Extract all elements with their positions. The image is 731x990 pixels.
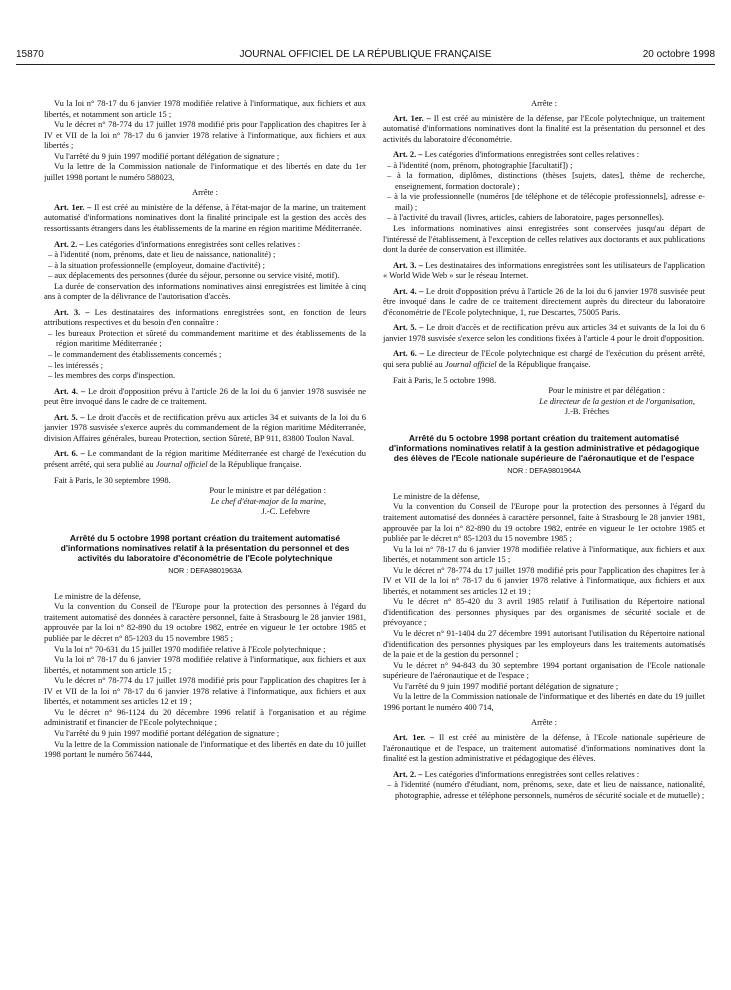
signature-title: Le chef d'état-major de la marine, <box>210 495 326 506</box>
article-1 <box>383 113 705 145</box>
article-label: Art. 5. – <box>54 411 85 422</box>
article-5 <box>44 412 366 444</box>
signature-name: J.-C. Lefebvre <box>261 506 310 517</box>
article-2-continued: Les informations nominatives ainsi enregistrées sont conservées jusqu'au départ de l'intéressé de l'établissement, à l'exception de celles relatives aux doctorants et aux publications dont la durée de conservation est illimitée. <box>383 223 705 255</box>
article-label: Art. 3. – <box>54 306 90 317</box>
vu-paragraph: Vu le décret n° 85-420 du 3 avril 1985 relatif à l'utilisation du Répertoire national d'identification des personnes physiques par des organismes de sécurité sociale et de prévoyance ; <box>383 596 705 628</box>
article-4 <box>44 386 366 407</box>
journal-title: JOURNAL OFFICIEL DE LA RÉPUBLIQUE FRANÇAISE <box>239 49 492 60</box>
article-text: Les catégories d'informations enregistrées sont celles relatives : <box>85 238 301 249</box>
arrete-heading: Arrête : <box>191 187 218 198</box>
right-column <box>383 98 705 978</box>
fait-line: Fait à Paris, le 30 septembre 1998. <box>54 474 171 485</box>
vu-paragraph: Vu la loi n° 78-17 du 6 janvier 1978 modifiée relative à l'informatique, aux fichiers et aux libertés, et notamment son article 15 ; <box>44 654 366 675</box>
vu-paragraph: Le ministre de la défense, <box>54 590 141 601</box>
vu-paragraph: Vu la loi n° 78-17 du 6 janvier 1978 modifiée relative à l'informatique, aux fichiers et aux libertés, et notamment son article 15 ; <box>44 98 366 119</box>
list-item: – à l'identité (nom, prénom, photographie [facultatif]) ; <box>387 159 573 170</box>
list-item: – à l'activité du travail (livres, articles, cahiers de laboratoire, pages personnelles). <box>387 212 664 223</box>
article-2-list <box>44 249 366 281</box>
article-2 <box>44 239 366 250</box>
article-6 <box>383 348 705 369</box>
article-text: Il est créé au ministère de la défense, par l'Ecole polytechnique, un traitement automatisé d'informations nominatives dont la finalité est la présentation du personnel et des activités du laboratoire d'économétrie. <box>383 112 705 144</box>
list-item: – à l'identité (numéro d'étudiant, nom, prénoms, sexe, date et lieu de naissance, nationalité, photographie, adresse et téléphone personnels, numéros de sécurité sociale et de mutuelle) ; <box>387 779 705 800</box>
article-3 <box>383 260 705 281</box>
article-text: Les destinataires des informations enregistrées sont les utilisateurs de l'application « World Wide Web » sur le réseau Internet. <box>383 259 705 281</box>
article-text: Le commandant de la région maritime Méditerranée est chargé de l'exécution du présent arrêté, qui sera publié au <box>44 448 366 469</box>
list-item: – les intéressés ; <box>48 359 104 370</box>
article-6 <box>44 448 366 469</box>
article-text: Les catégories d'informations enregistrées sont celles relatives : <box>424 149 640 160</box>
arrete-heading: Arrête : <box>530 717 557 728</box>
article-label: Art. 3. – <box>393 259 423 270</box>
vu-paragraph: Vu le décret n° 78-774 du 17 juillet 1978 modifié pris pour l'application des chapitres Ier à IV et VII de la loi n° 78-17 du 6 janvier 1978 relative à l'informatique, aux fichiers et aux libertés, et notamment ses articles 12 et 19 ; <box>44 675 366 707</box>
page-header <box>16 49 715 65</box>
article-2-list <box>383 160 705 223</box>
article-2-list <box>383 779 705 800</box>
vu-paragraph: Vu la convention du Conseil de l'Europe pour la protection des personnes à l'égard du traitement automatisé des données à caractère personnel, faite à Strasbourg le 28 janvier 1981, approuvée par la loi n° 82-890 du 19 octobre 1982, entrée en vigueur le 1er octobre 1985 et publiée par le décret n° 85-1203 du 15 novembre 1985 ; <box>44 601 366 644</box>
header-rule <box>16 64 715 65</box>
decree-title: Arrêté du 5 octobre 1998 portant création du traitement automatisé d'informations nominatives relatif à la présentation du personnel et des activités du laboratoire d'économétrie de l'Ecole polytechnique <box>60 532 350 564</box>
list-item: – à la situation professionnelle (employeur, domaine d'activité) ; <box>48 259 265 270</box>
article-text: Les catégories d'informations enregistrées sont celles relatives : <box>424 768 640 779</box>
article-5 <box>383 322 705 343</box>
article-1 <box>383 732 705 764</box>
vu-paragraph: Vu la lettre de la Commission nationale de l'informatique et des libertés en date du 10 juillet 1998 portant le numéro 567444, <box>44 738 366 760</box>
vu-paragraph: Le ministre de la défense, <box>393 490 480 501</box>
nor-reference: NOR : DEFA9801964A <box>507 466 581 476</box>
journal-name: Journal officiel <box>444 359 497 370</box>
article-text: Le droit d'opposition prévu à l'article 26 de la loi du 6 janvier 1978 susvisée ne peut être invoqué dans le cadre de ce traitement. <box>44 385 366 407</box>
signature-title: Le directeur de la gestion et de l'organisation, <box>539 395 695 406</box>
article-2-continued: La durée de conservation des informations nominatives ainsi enregistrées est limitée à cinq ans à compter de la délivrance de l'autorisation d'accès. <box>44 280 366 302</box>
list-item: – le commandement des établissements concernés ; <box>48 349 222 360</box>
fait-line: Fait à Paris, le 5 octobre 1998. <box>393 374 497 385</box>
article-label: Art. 2. – <box>393 149 423 160</box>
article-label: Art. 5. – <box>393 322 424 333</box>
article-text: de la République française. <box>207 458 302 469</box>
signature-line: Pour le ministre et par délégation : <box>209 485 326 496</box>
vu-paragraph: Vu la lettre de la Commission nationale de l'informatique et des libertés en date du 19 juillet 1996 portant le numéro 400 714, <box>383 691 705 712</box>
vu-paragraph: Vu le décret n° 96-1124 du 20 décembre 1996 relatif à l'organisation et au régime administratif et financier de l'Ecole polytechnique ; <box>44 706 366 728</box>
article-text: Les destinataires des informations enregistrées sont, en fonction de leurs attributions respectives et du besoin d'en connaître : <box>44 306 366 328</box>
journal-name: Journal officiel <box>155 458 208 469</box>
list-item: – à la vie professionnelle (numéros [de téléphone et de télécopie professionnels], adresse e-mail) ; <box>387 191 705 212</box>
issue-date: 20 octobre 1998 <box>642 49 715 60</box>
article-label: Art. 1er. – <box>54 201 92 212</box>
article-label: Art. 4. – <box>393 285 424 296</box>
vu-paragraph: Vu le décret n° 94-843 du 30 septembre 1994 portant organisation de l'Ecole nationale supérieure de l'aéronautique et de l'espace ; <box>383 659 705 681</box>
article-label: Art. 2. – <box>393 768 423 779</box>
article-1 <box>44 202 366 234</box>
signature-name: J.-B. Frèches <box>564 406 609 417</box>
vu-paragraph: Vu l'arrêté du 9 juin 1997 modifié portant délégation de signature ; <box>393 680 619 691</box>
article-4 <box>383 286 705 318</box>
article-label: Art. 6. – <box>54 448 85 459</box>
vu-paragraph: Vu la loi n° 78-17 du 6 janvier 1978 modifiée relative à l'informatique, aux fichiers et aux libertés, et notamment son article 15 ; <box>383 543 705 565</box>
list-item: – à l'identité (nom, prénoms, date et lieu de naissance, nationalité) ; <box>48 249 276 260</box>
vu-paragraph: Vu l'arrêté du 9 juin 1997 modifié portant délégation de signature ; <box>54 727 280 738</box>
article-text: Le directeur de l'Ecole polytechnique est chargé de l'exécution du présent arrêté, qui sera publié au <box>383 348 705 370</box>
article-text: Le droit d'accès et de rectification prévu aux articles 34 et suivants de la loi du 6 janvier 1978 susvisée s'exerce auprès du commandement de la région maritime Méditerranée, division Affaires générales, bureau Protection, section Sûreté, BP 911, 83800 Toulon Naval. <box>44 411 366 443</box>
nor-reference: NOR : DEFA9801963A <box>168 566 242 576</box>
list-item: – aux déplacements des personnes (durée du séjour, personne ou service visité, motif). <box>48 270 340 281</box>
page-number: 15870 <box>16 49 44 60</box>
vu-paragraph: Vu le décret n° 78-774 du 17 juillet 1978 modifié pris pour l'application des chapitres Ier à IV et VII de la loi n° 78-17 du 6 janvier 1978 relative à l'informatique, aux fichiers et aux libertés ; <box>44 119 366 151</box>
list-item: – les bureaux Protection et sûreté du commandement maritime et des établissements de la région maritime Méditerranée ; <box>48 327 366 349</box>
list-item: – les membres des corps d'inspection. <box>48 370 176 381</box>
decree-title: Arrêté du 5 octobre 1998 portant création du traitement automatisé d'informations nominatives relatif à la gestion administrative et pédagogique des élèves de l'Ecole nationale supérieure de l'aéronautique et de l'espace <box>388 432 700 464</box>
vu-paragraph: Vu l'arrêté du 9 juin 1997 modifié portant délégation de signature ; <box>54 150 280 161</box>
article-text: Il est créé au ministère de la défense, à l'état-major de la marine, un traitement automatisé d'informations nominatives dont la finalité principale est la gestion des accès des ressortissants étrangers dans les établissements de la marine en région maritime Méditerranée. <box>44 201 366 234</box>
vu-paragraph: Vu le décret n° 91-1404 du 27 décembre 1991 autorisant l'utilisation du Répertoire national d'identification des personnes physiques par les employeurs dans les traitements automatisés de la paie et de la gestion du personnel ; <box>383 628 705 660</box>
list-item: – à la formation, diplômes, distinctions (thèses [sujets, dates], thème de recherche, enseignement, formation doctorale) ; <box>387 170 705 191</box>
article-label: Art. 6. – <box>393 348 424 359</box>
arrete-heading: Arrête : <box>530 98 557 108</box>
vu-paragraph: Vu la lettre de la Commission nationale de l'informatique et des libertés en date du 1er juillet 1998 portant le numéro 588023, <box>44 161 366 182</box>
signature-line: Pour le ministre et par délégation : <box>548 385 665 396</box>
article-label: Art. 1er. – <box>393 112 431 123</box>
vu-paragraph: Vu le décret n° 78-774 du 17 juillet 1978 modifié pris pour l'application des chapitres Ier à IV et VII de la loi n° 78-17 du 6 janvier 1978 relative à l'informatique, aux fichiers et aux libertés, et notamment ses articles 12 et 19 ; <box>383 564 705 596</box>
vu-paragraph: Vu la convention du Conseil de l'Europe pour la protection des personnes à l'égard du traitement automatisé des données à caractère personnel, faite à Strasbourg le 28 janvier 1981, approuvée par la loi n° 82-890 du 19 octobre 1982, entrée en vigueur le 1er octobre 1985 et publiée par le décret n° 85-1203 du 15 novembre 1985 ; <box>383 501 705 544</box>
article-3-list <box>44 328 366 381</box>
article-label: Art. 4. – <box>54 385 86 396</box>
article-2 <box>383 769 705 780</box>
article-text: de la République française. <box>496 359 591 370</box>
article-3 <box>44 307 366 328</box>
article-label: Art. 2. – <box>54 238 84 249</box>
article-2 <box>383 149 705 160</box>
article-label: Art. 1er. – <box>393 731 435 742</box>
article-text: Le droit d'opposition prévu à l'article 26 de la loi du 6 janvier 1978 susvisée peut être invoqué dans le cadre de ce traitement directement auprès du directeur du laboratoire d'économétrie de l'Ecole polytechnique, 1, rue Descartes, 75005 Paris. <box>383 285 705 317</box>
left-column <box>44 98 366 978</box>
article-text: Le droit d'accès et de rectification prévu aux articles 34 et suivants de la loi du 6 janvier 1978 susvisée s'exerce selon les conditions fixées à l'article 4 pour le droit d'opposition. <box>383 322 705 343</box>
article-text: Il est créé au ministère de la défense, à l'Ecole nationale supérieure de l'aéronautique et de l'espace, un traitement automatisé d'informations nominatives dont la finalité est la gestion administrative et pédagogique des élèves. <box>383 731 705 764</box>
vu-paragraph: Vu la loi n° 70-631 du 15 juillet 1970 modifiée relative à l'Ecole polytechnique ; <box>54 643 326 654</box>
